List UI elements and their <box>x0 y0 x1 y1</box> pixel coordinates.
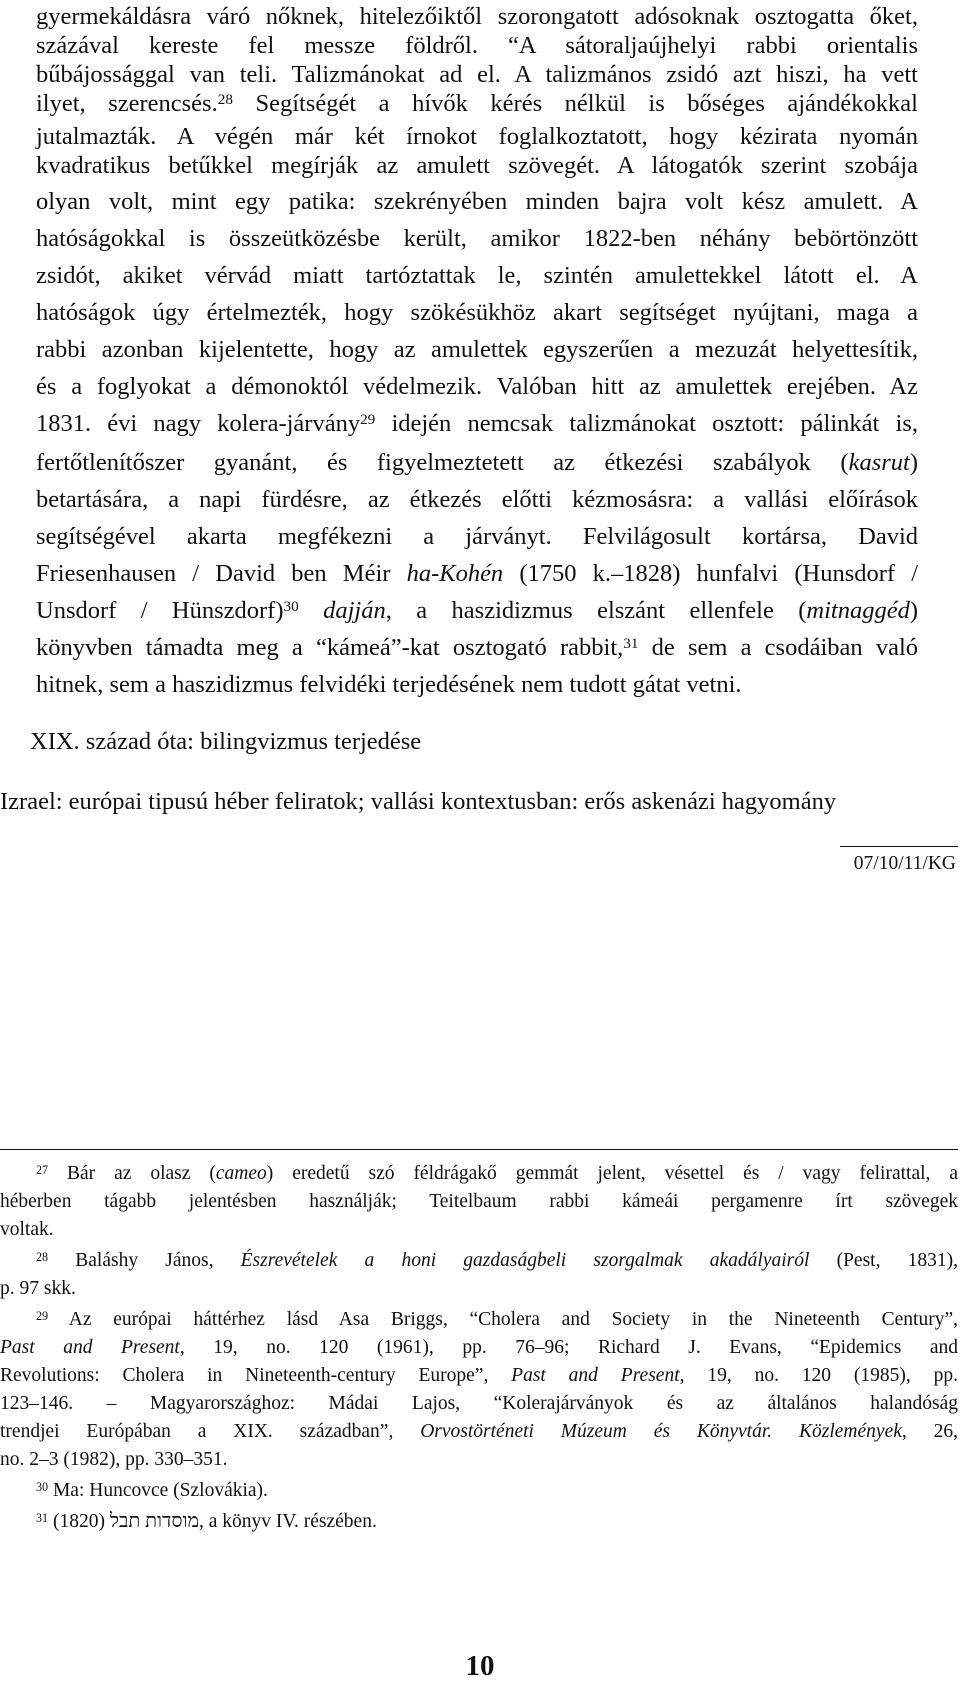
signature-rule <box>840 846 958 847</box>
footnote-29: $^{29}$ Az európai háttérhez lásd Asa Briggs, “Cholera and Society in the Nineteenth Century”, <box>36 1308 958 1330</box>
footnote-ref-29: 29 <box>360 411 376 429</box>
term-mitnagged: mitnaggéd <box>806 597 910 624</box>
footnote-number: 29 <box>36 1308 49 1323</box>
body-line: fertőtlenítőszer gyanánt, és figyelmeztetett az étkezési szabályok (kasrut) <box>36 449 918 476</box>
body-line: bűbájossággal van teli. Talizmánokat ad el. A talizmános zsidó azt hiszi, ha vett <box>36 61 918 88</box>
body-line: ilyet, szerencsés.$^{28}$ Segítségét a hívők kérés nélkül is bőséges ajándékokkal <box>36 90 918 117</box>
section-heading-israel: Izrael: európai tipusú héber feliratok; vallási kontextusban: erős askenázi hagyomány <box>0 788 837 815</box>
footnote-ref-30: 30 <box>283 598 299 616</box>
section-heading-bilingualism: XIX. század óta: bilingvizmus terjedése <box>30 728 422 755</box>
body-line: és a foglyokat a démonoktól védelmezik. Valóban hitt az amulettek erejében. Az <box>36 373 918 400</box>
body-line: gyermekáldásra váró nőknek, hitelezőiktől szorongatott adósoknak osztogatta őket, <box>36 3 918 30</box>
footnote-line: trendjei Európában a XIX. században”, Orvostörténeti Múzeum és Könyvtár. Közlemények, 26, <box>0 1421 959 1442</box>
body-line: kvadratikus betűkkel megírják az amulett szövegét. A látogatók szerint szobája <box>36 152 918 179</box>
footnote-number: 28 <box>36 1249 49 1264</box>
footnote-number: 30 <box>36 1479 49 1494</box>
body-line: jutalmazták. A végén már két írnokot foglalkoztatott, hogy kézirata nyomán <box>36 123 918 150</box>
footnote-31: $^{31}$ מוסדות תבל (1820), a könyv IV. részében. <box>36 1510 377 1532</box>
body-line: segítségével akarta megfékezni a járványt. Felvilágosult kortársa, David <box>36 523 918 550</box>
footnote-line: Past and Present, 19, no. 120 (1961), pp. 76–96; Richard J. Evans, “Epidemics and <box>0 1337 958 1358</box>
footnote-line: 123–146. – Magyarországhoz: Mádai Lajos, “Kolerajárványok és az általános halandóság <box>0 1393 958 1414</box>
footnote-line: héberben tágabb jelentésben használják; Teitelbaum rabbi kámeái pergamenre írt szövegek <box>0 1191 958 1212</box>
body-line-last: hitnek, sem a haszidizmus felvidéki terjedésének nem tudott gátat vetni. <box>36 671 742 698</box>
footnote-30: $^{30}$ Ma: Huncovce (Szlovákia). <box>36 1479 268 1501</box>
body-line: zsidót, akiket vérvád miatt tartóztattak le, szintén amulettekkel látott el. A <box>36 262 918 289</box>
term-ha-kohen: ha-Kohén <box>406 560 504 587</box>
footnote-ref-28: 28 <box>217 91 233 109</box>
hebrew-title: מוסדות תבל <box>109 1511 200 1532</box>
footnote-line: voltak. <box>0 1219 54 1240</box>
footnote-27: $^{27}$ Bár az olasz (cameo) eredetű szó féldrágakő gemmát jelent, vésettel és / vagy felirattal, a <box>36 1162 958 1184</box>
body-line: könyvben támadta meg a “kámeá”-kat osztogató rabbit,$^{31}$ de sem a csodáiban való <box>36 634 919 661</box>
body-line: hatóságok úgy értelmezték, hogy szökésükhöz akart segítséget nyújtani, maga a <box>36 299 918 326</box>
body-line: hatóságokkal is összeütközésbe került, amikor 1822-ben néhány bebörtönzött <box>36 225 918 252</box>
footnote-ref-31: 31 <box>623 635 639 653</box>
footnote-separator <box>0 1149 958 1150</box>
footnote-number: 31 <box>36 1510 49 1525</box>
footnote-line: Revolutions: Cholera in Nineteenth-century Europe”, Past and Present, 19, no. 120 (1985), pp. <box>0 1365 958 1386</box>
body-line: százával kereste fel messze földről. “A sátoraljaújhelyi rabbi orientalis <box>36 32 918 59</box>
page-number: 10 <box>465 1650 495 1682</box>
body-line: rabbi azonban kijelentette, hogy az amulettek egyszerűen a mezuzát helyettesítik, <box>36 336 918 363</box>
body-line: Unsdorf / Hünszdorf)$^{30}$ dajján, a haszidizmus elszánt ellenfele (mitnaggéd) <box>36 597 919 624</box>
footnote-line: p. 97 skk. <box>0 1278 76 1299</box>
body-line: olyan volt, mint egy patika: szekrényében minden bajra volt kész amulett. A <box>36 188 918 215</box>
footnote-line: no. 2–3 (1982), pp. 330–351. <box>0 1449 228 1470</box>
footnote-number: 27 <box>36 1162 49 1177</box>
term-kasrut: kasrut <box>848 449 910 476</box>
body-line: 1831. évi nagy kolera-járvány$^{29}$ idején nemcsak talizmánokat osztott: pálinkát is, <box>36 410 918 437</box>
term-dajjan: dajján <box>323 597 386 624</box>
footnote-28: $^{28}$ Baláshy János, Észrevételek a honi gazdaságbeli szorgalmak akadályairól (Pest, 1831), <box>36 1249 959 1271</box>
body-line: Friesenhausen / David ben Méir ha-Kohén (1750 k.–1828) hunfalvi (Hunsdorf / <box>36 560 918 587</box>
signature-code: 07/10/11/KG <box>853 853 956 874</box>
body-line: betartására, a napi fürdésre, az étkezés előtti kézmosásra: a vallási előírások <box>36 486 918 513</box>
